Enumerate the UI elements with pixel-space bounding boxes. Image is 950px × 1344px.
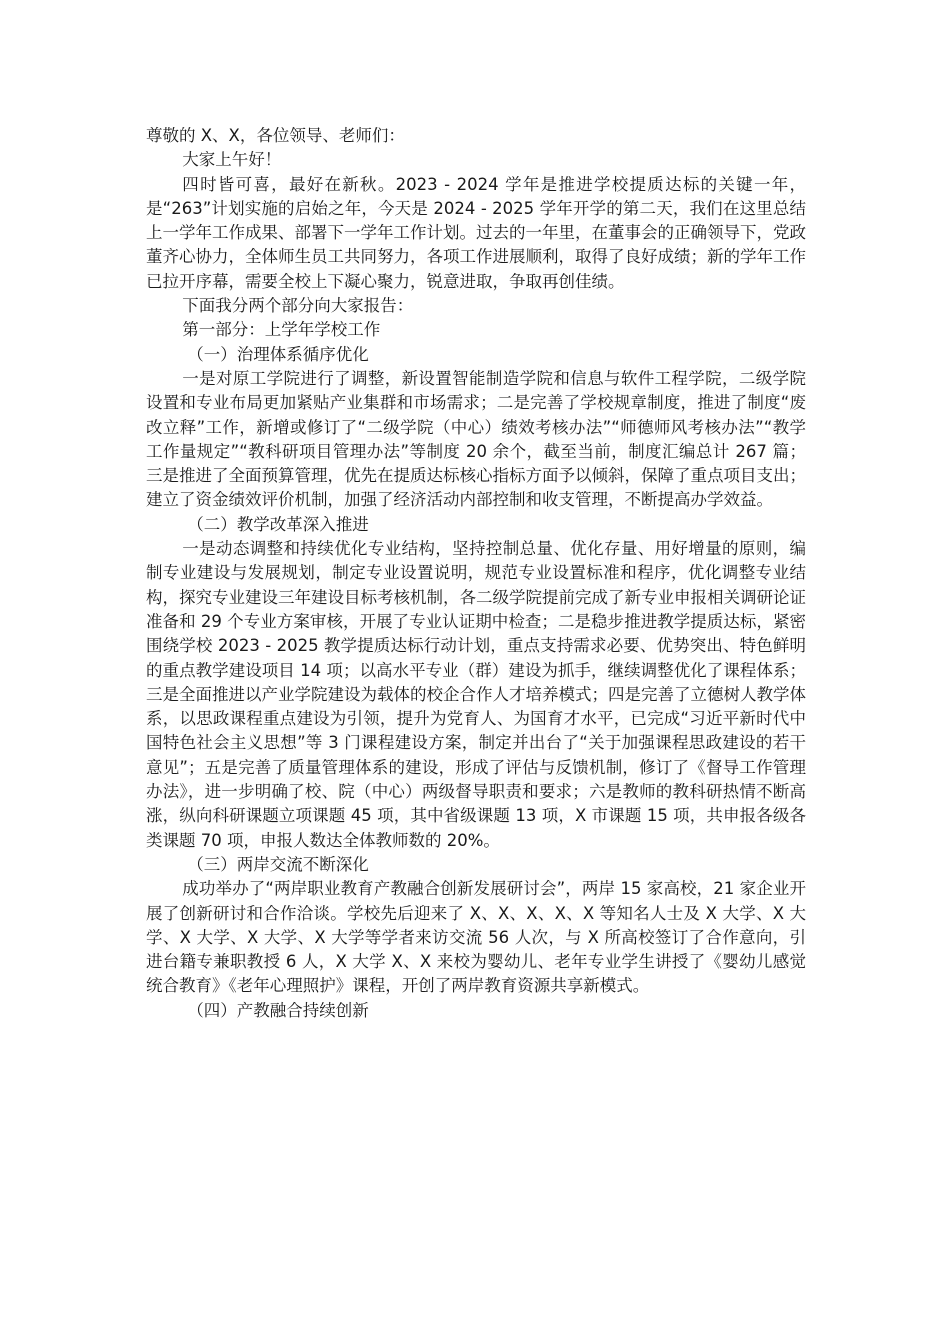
section-body-2: 一是动态调整和持续优化专业结构，坚持控制总量、优化存量、用好增量的原则，编制专业建设与发展规划，制定专业设置说明，规范专业设置标准和程序，优化调整专业结构，探究专业建设三年建设目标考核机制，各二级学院提前完成了新专业申报相关调研论证准备和 29 个专业方案审核，开展了专业认证期中检查；二是稳步推进教学提质达标，紧密围绕学校 2023 - 2025 教学提质达标行动计划，重点支持需求必要、优势突出、特色鲜明的重点教学建设项目 14 项；以高水平专业（群）建设为抓手，继续调整优化了课程体系；三是全面推进以产业学院建设为载体的校企合作人才培养模式；四是完善了立德树人教学体系，以思政课程重点建设为引领，提升为党育人、为国育才水平，已完成“习近平新时代中国特色社会主义思想”等 3 门课程建设方案，制定并出台了“关于加强课程思政建设的若干意见”；五是完善了质量管理体系的建设，形成了评估与反馈机制，修订了《督导工作管理办法》，进一步明确了校、院（中心）两级督导职责和要求；六是教师的教科研热情不断高涨，纵向科研课题立项课题 45 项，其中省级课题 13 项，X 市课题 15 项，共申报各级各类课题 70 项，申报人数达全体教师数的 20%。 bbox=[146, 539, 806, 850]
section-heading-3: （三）两岸交流不断深化 bbox=[187, 854, 369, 874]
report-intro: 下面我分两个部分向大家报告： bbox=[182, 296, 414, 316]
section-body-3: 成功举办了“两岸职业教育产教融合创新发展研讨会”，两岸 15 家高校，21 家企业开展了创新研讨和合作洽谈。学校先后迎来了 X、X、X、X、X 等知名人士及 X 大学、X 大学、X 大学、X 大学、X 大学等学者来访交流 56 人次，与 X 所高校签订了合作意向，引进台籍专兼职教授 6 人，X 大学 X、X 来校为婴幼儿、老年专业学生讲授了《婴幼儿感觉统合教育》《老年心理照护》课程，开创了两岸教育资源共享新模式。 bbox=[146, 879, 806, 996]
section-heading-1: （一）治理体系循序优化 bbox=[187, 344, 369, 364]
part-one-title: 第一部分：上学年学校工作 bbox=[182, 320, 381, 340]
document-page bbox=[146, 124, 806, 1023]
section-heading-4: （四）产教融合持续创新 bbox=[187, 1000, 369, 1020]
section-body-1: 一是对原工学院进行了调整，新设置智能制造学院和信息与软件工程学院，二级学院设置和专业布局更加紧贴产业集群和市场需求；二是完善了学校规章制度，推进了制度“废改立释”工作，新增或修订了“二级学院（中心）绩效考核办法”“师德师风考核办法”“教学工作量规定”“教科研项目管理办法”等制度 20 余个，截至当前，制度汇编总计 267 篇；三是推进了全面预算管理，优先在提质达标核心指标方面予以倾斜，保障了重点项目支出；建立了资金绩效评价机制，加强了经济活动内部控制和收支管理，不断提高办学效益。 bbox=[146, 368, 806, 510]
salutation: 尊敬的 X、X，各位领导、老师们： bbox=[146, 126, 405, 145]
greeting: 大家上午好！ bbox=[182, 150, 282, 170]
section-heading-2: （二）教学改革深入推进 bbox=[187, 514, 369, 534]
intro-paragraph: 四时皆可喜，最好在新秋。2023 - 2024 学年是推进学校提质达标的关键一年，是“263”计划实施的启始之年，今天是 2024 - 2025 学年开学的第二天，我们在这里总结上一学年工作成果、部署下一学年工作计划。过去的一年里，在董事会的正确领导下，党政董齐心协力，全体师生员工共同努力，各项工作进展顺利，取得了良好成绩；新的学年工作已拉开序幕，需要全校上下凝心聚力，锐意进取，争取再创佳绩。 bbox=[146, 174, 806, 291]
